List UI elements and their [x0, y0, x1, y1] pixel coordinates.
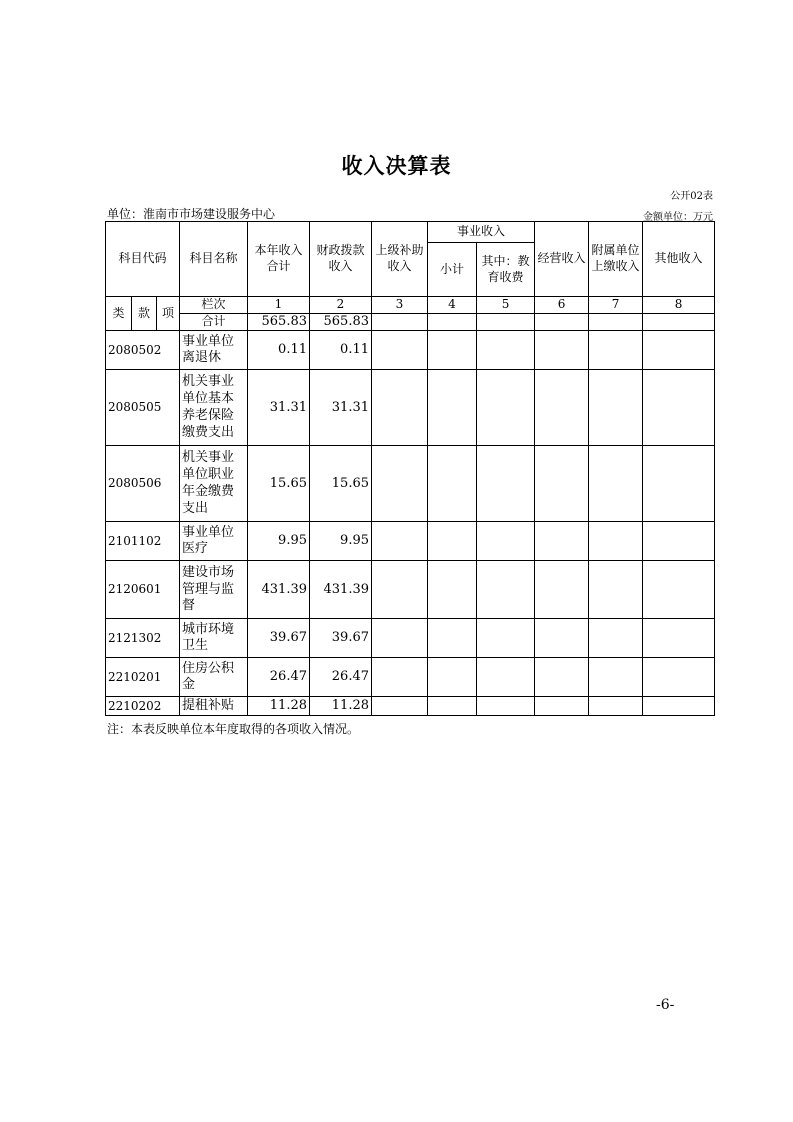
- empty-cell: [535, 370, 589, 446]
- row-total: 31.31: [248, 370, 310, 446]
- empty-cell: [589, 331, 643, 370]
- row-name: 城市环境卫生: [180, 619, 248, 658]
- unit-label: 单位：淮南市市场建设服务中心: [107, 207, 276, 221]
- header-affiliated: 附属单位上缴收入: [589, 222, 643, 297]
- table-row: [106, 561, 715, 619]
- empty-cell: [428, 446, 477, 522]
- row-name: 住房公积金: [180, 658, 248, 697]
- row-total: 431.39: [248, 561, 310, 619]
- header-kuan: 款: [132, 297, 157, 331]
- empty-cell: [372, 697, 428, 716]
- empty-cell: [643, 313, 715, 331]
- empty-cell: [477, 619, 535, 658]
- row-code: 2080502: [106, 331, 180, 370]
- empty-cell: [589, 446, 643, 522]
- row-total: 39.67: [248, 619, 310, 658]
- column-number: 4: [428, 297, 477, 314]
- header-row-1: [106, 222, 715, 243]
- empty-cell: [372, 370, 428, 446]
- header-subject-code: 科目代码: [106, 222, 180, 297]
- empty-cell: [428, 658, 477, 697]
- header-other: 其他收入: [643, 222, 715, 297]
- row-fiscal: 39.67: [310, 619, 372, 658]
- header-total-income: 本年收入合计: [248, 222, 310, 297]
- empty-cell: [535, 331, 589, 370]
- row-total: 0.11: [248, 331, 310, 370]
- row-code: 2210201: [106, 658, 180, 697]
- page-title: 收入决算表: [341, 154, 452, 178]
- row-code: 2210202: [106, 697, 180, 716]
- empty-cell: [372, 658, 428, 697]
- income-table: [105, 221, 715, 716]
- row-total: 15.65: [248, 446, 310, 522]
- total-fiscal-value: 565.83: [310, 313, 372, 331]
- empty-cell: [372, 446, 428, 522]
- empty-cell: [477, 658, 535, 697]
- empty-cell: [372, 522, 428, 561]
- header-business-income: 事业收入: [428, 222, 535, 243]
- header-subtotal: 小计: [428, 243, 477, 297]
- row-name: 提租补贴: [180, 697, 248, 716]
- empty-cell: [372, 619, 428, 658]
- table-row: [106, 331, 715, 370]
- row-fiscal: 31.31: [310, 370, 372, 446]
- empty-cell: [535, 561, 589, 619]
- row-name: 事业单位医疗: [180, 522, 248, 561]
- column-number: 7: [589, 297, 643, 314]
- row-fiscal: 431.39: [310, 561, 372, 619]
- empty-cell: [477, 697, 535, 716]
- empty-cell: [589, 561, 643, 619]
- empty-cell: [643, 370, 715, 446]
- empty-cell: [428, 331, 477, 370]
- empty-cell: [428, 561, 477, 619]
- empty-cell: [428, 619, 477, 658]
- table-row: [106, 446, 715, 522]
- empty-cell: [535, 619, 589, 658]
- row-fiscal: 26.47: [310, 658, 372, 697]
- row-code: 2080505: [106, 370, 180, 446]
- header-subject-name: 科目名称: [180, 222, 248, 297]
- empty-cell: [535, 697, 589, 716]
- total-label: 合计: [180, 313, 248, 331]
- empty-cell: [535, 658, 589, 697]
- empty-cell: [643, 561, 715, 619]
- empty-cell: [643, 697, 715, 716]
- empty-cell: [589, 370, 643, 446]
- page-number: -6-: [656, 997, 675, 1013]
- row-code: 2101102: [106, 522, 180, 561]
- column-number: 2: [310, 297, 372, 314]
- column-number: 6: [535, 297, 589, 314]
- row-fiscal: 0.11: [310, 331, 372, 370]
- empty-cell: [372, 313, 428, 331]
- row-fiscal: 15.65: [310, 446, 372, 522]
- row-code: 2120601: [106, 561, 180, 619]
- empty-cell: [589, 313, 643, 331]
- empty-cell: [535, 313, 589, 331]
- row-total: 9.95: [248, 522, 310, 561]
- empty-cell: [428, 522, 477, 561]
- empty-cell: [643, 331, 715, 370]
- empty-cell: [535, 522, 589, 561]
- header-operating: 经营收入: [535, 222, 589, 297]
- empty-cell: [643, 446, 715, 522]
- empty-cell: [477, 561, 535, 619]
- empty-cell: [589, 619, 643, 658]
- column-number: 3: [372, 297, 428, 314]
- empty-cell: [372, 331, 428, 370]
- empty-cell: [643, 619, 715, 658]
- empty-cell: [643, 522, 715, 561]
- header-lei: 类: [106, 297, 132, 331]
- empty-cell: [535, 446, 589, 522]
- empty-cell: [428, 370, 477, 446]
- column-number: 1: [248, 297, 310, 314]
- header-superior-subsidy: 上级补助收入: [372, 222, 428, 297]
- table-row: [106, 370, 715, 446]
- empty-cell: [477, 522, 535, 561]
- row-fiscal: 9.95: [310, 522, 372, 561]
- form-number: 公开02表: [670, 191, 713, 202]
- row-total: 26.47: [248, 658, 310, 697]
- header-column-no: 栏次: [180, 297, 248, 314]
- row-total: 11.28: [248, 697, 310, 716]
- total-income-value: 565.83: [248, 313, 310, 331]
- row-name: 机关事业单位职业年金缴费支出: [180, 446, 248, 522]
- row-code: 2080506: [106, 446, 180, 522]
- total-row: [106, 313, 715, 331]
- table-row: [106, 522, 715, 561]
- empty-cell: [589, 697, 643, 716]
- empty-cell: [477, 370, 535, 446]
- column-number-row: [106, 297, 715, 314]
- currency-label: 金额单位：万元: [643, 212, 713, 223]
- row-name: 建设市场管理与监督: [180, 561, 248, 619]
- table-row: [106, 658, 715, 697]
- empty-cell: [477, 331, 535, 370]
- table-note: 注：本表反映单位本年度取得的各项收入情况。: [107, 722, 360, 736]
- empty-cell: [428, 697, 477, 716]
- empty-cell: [428, 313, 477, 331]
- empty-cell: [643, 658, 715, 697]
- header-fiscal: 财政拨款收入: [310, 222, 372, 297]
- empty-cell: [477, 313, 535, 331]
- header-education-fee: 其中：教育收费: [477, 243, 535, 297]
- empty-cell: [589, 658, 643, 697]
- table-row: [106, 697, 715, 716]
- empty-cell: [477, 446, 535, 522]
- row-name: 事业单位离退休: [180, 331, 248, 370]
- column-number: 8: [643, 297, 715, 314]
- row-fiscal: 11.28: [310, 697, 372, 716]
- row-name: 机关事业单位基本养老保险缴费支出: [180, 370, 248, 446]
- row-code: 2121302: [106, 619, 180, 658]
- table-row: [106, 619, 715, 658]
- empty-cell: [589, 522, 643, 561]
- column-number: 5: [477, 297, 535, 314]
- header-xiang: 项: [157, 297, 180, 331]
- empty-cell: [372, 561, 428, 619]
